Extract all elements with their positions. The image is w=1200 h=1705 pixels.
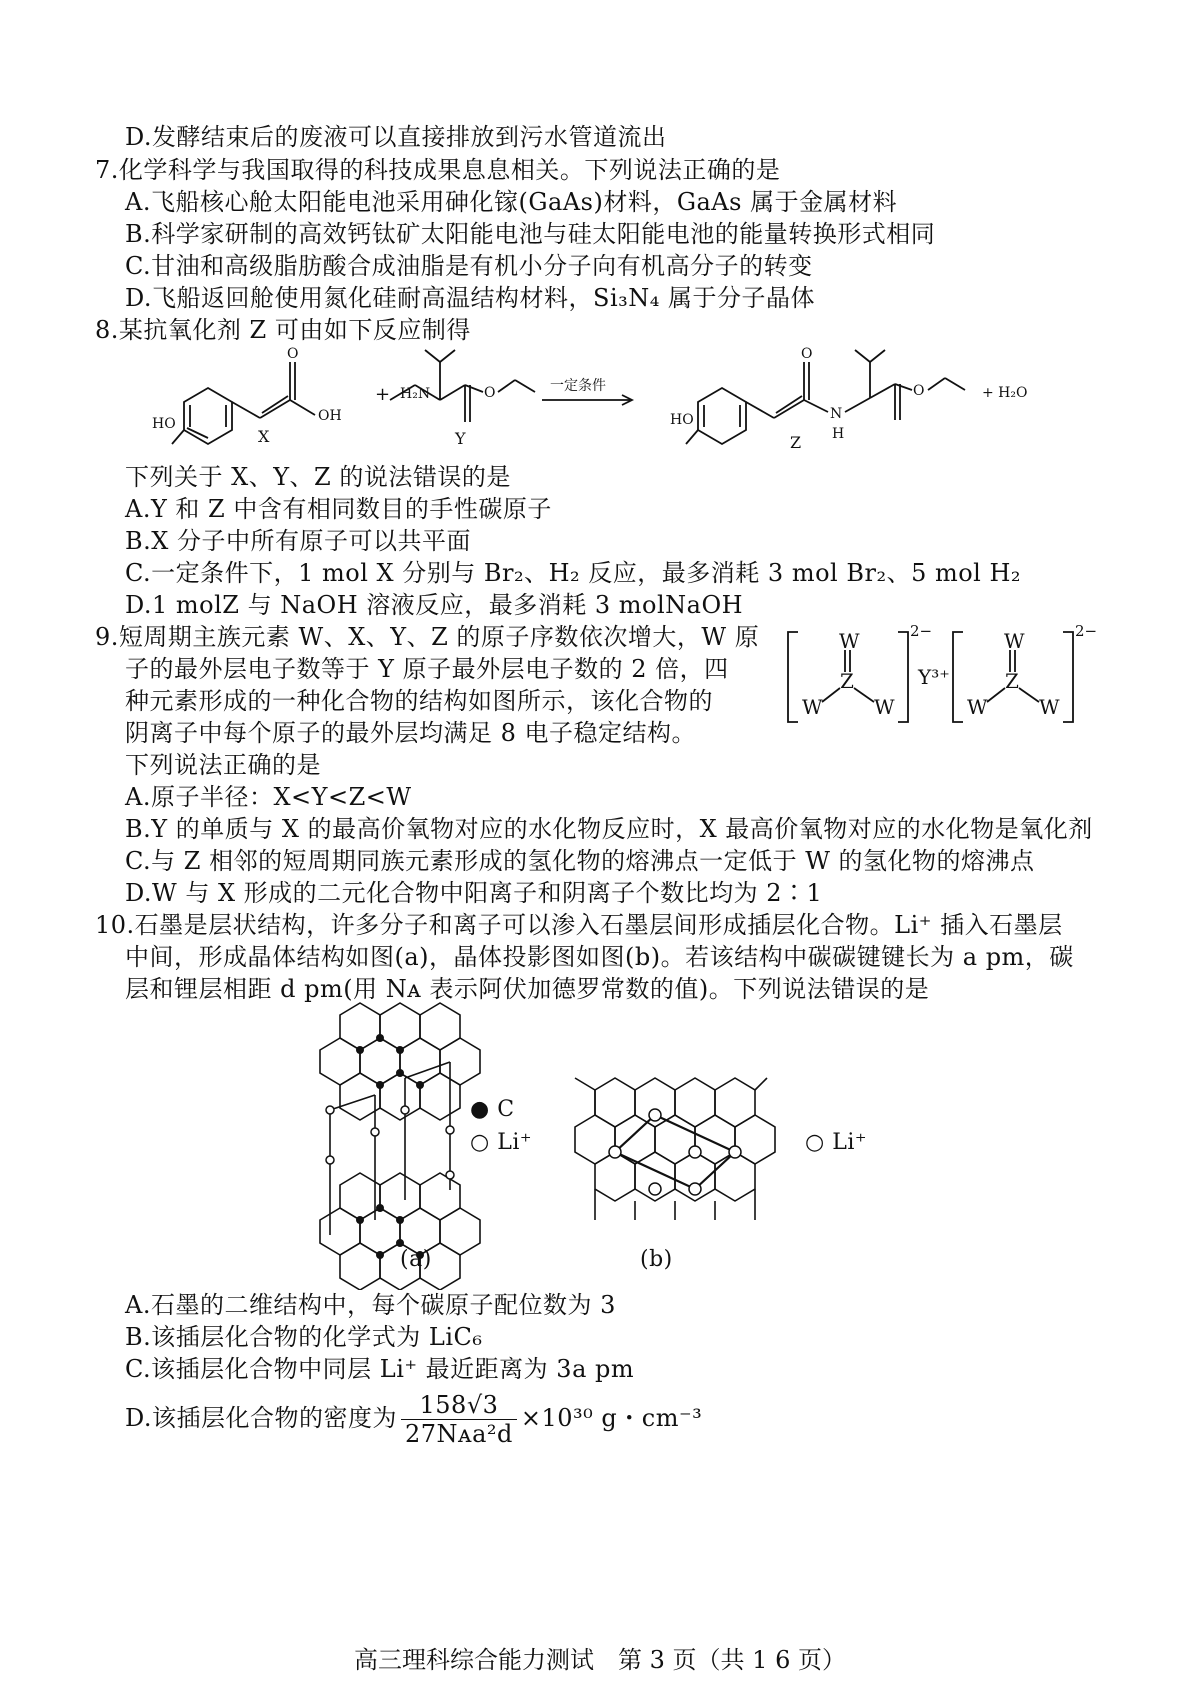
- q10-option-b: B.该插层化合物的化学式为 LiC₆: [125, 1323, 483, 1351]
- y-o-label: O: [484, 385, 496, 401]
- z-ho-label: HO: [670, 412, 694, 428]
- y-h2n-label: H₂N: [400, 386, 431, 402]
- label-a: (a): [400, 1247, 432, 1272]
- q10-stem-3: 层和锂层相距 d pm(用 Nᴀ 表示阿伏加德罗常数的值)。下列说法错误的是: [125, 975, 930, 1003]
- q9-option-b: B.Y 的单质与 X 的最高价氧物对应的水化物反应时，X 最高价氧物对应的水化物是氧化剂: [125, 815, 1093, 843]
- struct-w-right-1: W: [874, 695, 895, 719]
- legend-c: ● C: [470, 1097, 515, 1122]
- q8-option-c: C.一定条件下，1 mol X 分别与 Br₂、H₂ 反应，最多消耗 3 mol Br₂、5 mol H₂: [125, 559, 1022, 587]
- q10-stem-2: 中间，形成晶体结构如图(a)，晶体投影图如图(b)。若该结构中碳碳键键长为 a pm，碳: [125, 943, 1074, 971]
- q10-option-c: C.该插层化合物中同层 Li⁺ 最近距离为 3a pm: [125, 1355, 635, 1383]
- q8-option-d: D.1 molZ 与 NaOH 溶液反应，最多消耗 3 molNaOH: [125, 591, 744, 619]
- density-denominator: 27Nᴀa²d: [405, 1420, 513, 1448]
- q10-stem-1: 10.石墨是层状结构，许多分子和离子可以渗入石墨层间形成插层化合物。Li⁺ 插入石墨层: [95, 911, 1063, 939]
- q9-stem-2: 子的最外层电子数等于 Y 原子最外层电子数的 2 倍，四: [125, 655, 729, 683]
- x-oh-label: OH: [318, 408, 342, 424]
- label-z: Z: [790, 433, 802, 452]
- z-h-label: H: [832, 426, 845, 442]
- q10d-prefix: D.该插层化合物的密度为: [125, 1404, 398, 1432]
- struct-w-left-2: W: [967, 695, 988, 719]
- q9-stem-4: 阴离子中每个原子的最外层均满足 8 电子稳定结构。: [125, 719, 697, 747]
- legend-li: ○ Li⁺: [470, 1130, 532, 1155]
- reaction-condition: 一定条件: [550, 378, 606, 394]
- struct-w-top-2: W: [1004, 629, 1025, 653]
- q8-stem: 8.某抗氧化剂 Z 可由如下反应制得: [95, 316, 471, 344]
- q7-option-a: A.飞船核心舱太阳能电池采用砷化镓(GaAs)材料，GaAs 属于金属材料: [125, 188, 898, 216]
- q9-option-c: C.与 Z 相邻的短周期同族元素形成的氢化物的熔沸点一定低于 W 的氢化物的熔沸点: [125, 847, 1035, 875]
- z-o-label-1: O: [801, 346, 813, 362]
- label-b: (b): [640, 1247, 673, 1272]
- q10d-suffix: ×10³⁰ g・cm⁻³: [520, 1404, 703, 1432]
- q9-stem-5: 下列说法正确的是: [125, 751, 321, 779]
- legend-li-b: ○ Li⁺: [805, 1130, 867, 1155]
- density-fraction: [401, 1391, 517, 1448]
- q8-option-b: B.X 分子中所有原子可以共平面: [125, 527, 471, 555]
- q9-stem-3: 种元素形成的一种化合物的结构如图所示，该化合物的: [125, 687, 713, 715]
- struct-w-left-1: W: [802, 695, 823, 719]
- density-numerator: 158√3: [401, 1391, 517, 1420]
- q9-stem-1: 9.短周期主族元素 W、X、Y、Z 的原子序数依次增大，W 原: [95, 623, 760, 651]
- q7-stem: 7.化学科学与我国取得的科技成果息息相关。下列说法正确的是: [95, 156, 781, 184]
- q9-structure: [770, 622, 1120, 732]
- q8-sub-stem: 下列关于 X、Y、Z 的说法错误的是: [125, 463, 511, 491]
- page-footer: 高三理科综合能力测试 第 3 页（共 1 6 页）: [354, 1646, 846, 1674]
- struct-w-right-2: W: [1039, 695, 1060, 719]
- struct-charge-2: 2−: [1075, 622, 1098, 640]
- q7-option-b: B.科学家研制的高效钙钛矿太阳能电池与硅太阳能电池的能量转换形式相同: [125, 220, 936, 248]
- struct-charge-1: 2−: [910, 622, 933, 640]
- x-o-label: O: [287, 346, 299, 362]
- label-x: X: [258, 427, 270, 446]
- plus-1: +: [375, 384, 391, 405]
- struct-z-1: Z: [840, 669, 854, 693]
- label-y: Y: [455, 429, 466, 448]
- z-n-label: N: [830, 406, 843, 422]
- plus-water: + H₂O: [982, 385, 1028, 401]
- x-ho-label: HO: [152, 416, 176, 432]
- q7-option-c: C.甘油和高级脂肪酸合成油脂是有机小分子向有机高分子的转变: [125, 252, 813, 280]
- q6-option-d: D.发酵结束后的废液可以直接排放到污水管道流出: [125, 123, 667, 151]
- q9-option-a: A.原子半径：X<Y<Z<W: [125, 783, 412, 811]
- struct-y3plus: Y³⁺: [918, 665, 950, 689]
- graphite-figure-b: [555, 1060, 785, 1230]
- reaction-scheme: [150, 340, 1050, 470]
- struct-w-top-1: W: [839, 629, 860, 653]
- q9-option-d: D.W 与 X 形成的二元化合物中阳离子和阴离子个数比均为 2∶1: [125, 879, 823, 907]
- q7-option-d: D.飞船返回舱使用氮化硅耐高温结构材料，Si₃N₄ 属于分子晶体: [125, 284, 816, 312]
- struct-z-2: Z: [1005, 669, 1019, 693]
- q8-option-a: A.Y 和 Z 中含有相同数目的手性碳原子: [125, 495, 552, 523]
- z-o-label-2: O: [913, 383, 925, 399]
- q10-option-a: A.石墨的二维结构中，每个碳原子配位数为 3: [125, 1291, 616, 1319]
- q10-option-d: [125, 1388, 702, 1448]
